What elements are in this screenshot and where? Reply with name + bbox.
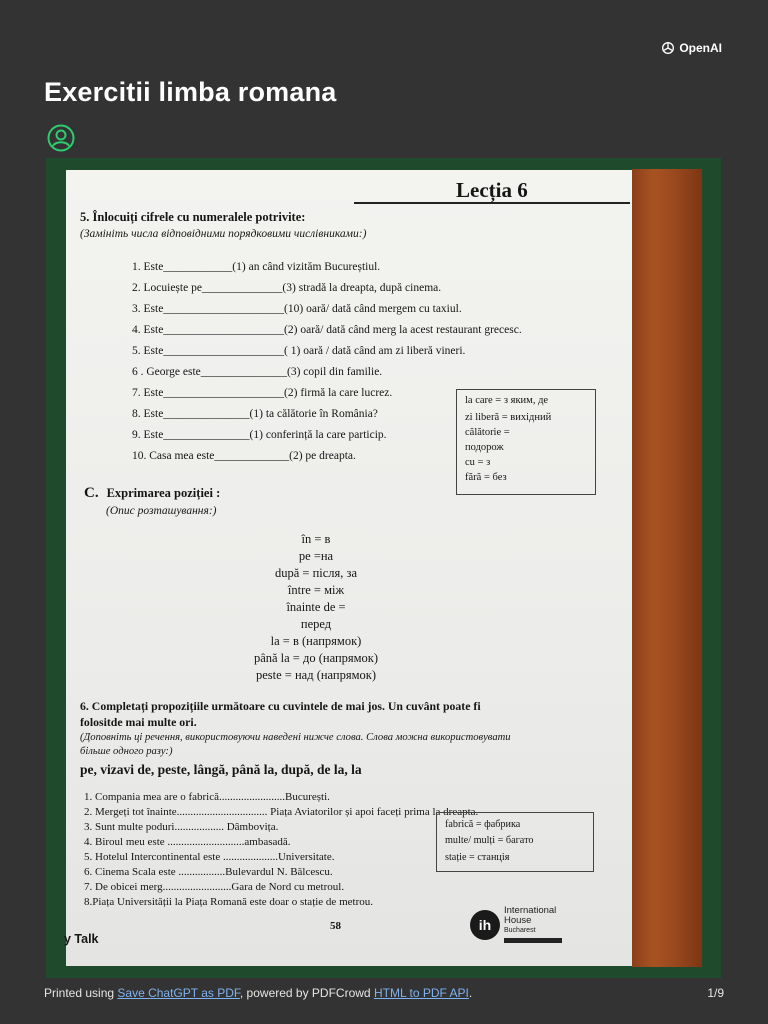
ex6-word-bank: pe, vizavi de, peste, lângă, până la, după, de la, la <box>80 762 362 777</box>
page-title: Exercitii limba romana <box>44 77 337 107</box>
vocab-line: multe/ mulți = багато <box>445 835 534 846</box>
page-counter: 1/9 <box>707 986 724 1000</box>
save-chatgpt-pdf-link[interactable]: Save ChatGPT as PDF <box>117 986 240 1000</box>
corner-text: y Talk <box>64 932 99 946</box>
ex5-item: 8. Este_______________(1) ta călătorie în România? <box>132 408 378 420</box>
vocab-line: călătorie = <box>465 427 510 438</box>
document-photo <box>46 158 721 978</box>
ex5-item: 10. Casa mea este_____________(2) pe dreapta. <box>132 450 356 462</box>
openai-logo <box>660 40 722 56</box>
ex5-item: 3. Este_____________________(10) oară/ dată când mergem cu taxiul. <box>132 303 462 315</box>
vocab-box-1 <box>456 389 596 495</box>
section-c-title: Exprimarea poziției : <box>106 486 221 500</box>
position-term: la = в (напрямок) <box>270 634 362 648</box>
ex5-item: 5. Este_____________________( 1) oară / dată când am zi liberă vineri. <box>132 345 466 357</box>
vocab-line: la care = з яким, де <box>465 395 549 406</box>
brand-name: OpenAI <box>679 41 722 55</box>
position-term: între = між <box>287 583 345 597</box>
ex5-item: 4. Este_____________________(2) oară/ dată când merg la acest restaurant grecesc. <box>132 324 522 336</box>
ex5-item: 2. Locuiește pe______________(3) stradă la dreapta, după cinema. <box>132 282 442 294</box>
ih-logo-text <box>504 906 562 943</box>
ex6-item: 8.Piața Universității la Piața Romană este doar o stație de metrou. <box>84 896 373 908</box>
ex5-heading: 5. Înlocuiți cifrele cu numeralele potrivite: <box>80 210 306 224</box>
vocab-line: подорож <box>465 442 504 453</box>
ex6-item: 3. Sunt multe poduri.................. Dâmbovița. <box>84 821 279 833</box>
position-term: pe =на <box>298 549 334 563</box>
ex5-item: 9. Este_______________(1) conferință la care particip. <box>132 429 387 441</box>
vocab-box-2 <box>436 812 594 872</box>
ih-logo-line: Bucharest <box>504 927 536 934</box>
title-rule <box>354 202 630 204</box>
section-c-heading <box>84 484 220 502</box>
page-number: 58 <box>330 920 341 932</box>
print-footer <box>44 986 724 1000</box>
position-term: în = в <box>301 532 331 546</box>
position-term: peste = над (напрямок) <box>255 668 377 682</box>
ih-logo-line: House <box>504 915 532 926</box>
section-c-letter: C. <box>84 485 99 501</box>
ih-logo-mark: ih <box>470 910 500 940</box>
footer-prefix: Printed using <box>44 986 118 1000</box>
ex5-item: 7. Este_____________________(2) firmă la care lucrez. <box>132 387 393 399</box>
ih-logo-line: International <box>504 905 557 916</box>
ex5-item: 6 . George este_______________(3) copil din familie. <box>132 366 383 378</box>
vocab-line: cu = з <box>465 457 491 468</box>
position-term: înainte de = <box>286 600 346 614</box>
ex6-subheading-cont: більше одного разу:) <box>80 746 173 757</box>
footer-suffix: . <box>468 986 473 1000</box>
vocab-line: stație = станція <box>445 852 510 863</box>
ex6-item: 6. Cinema Scala este .................Bulevardul N. Bălcescu. <box>84 866 333 878</box>
worksheet-page <box>66 170 632 966</box>
ih-logo-strip <box>504 938 562 943</box>
ex6-item: 5. Hotelul Intercontinental este ....................Universitate. <box>84 851 335 863</box>
ex6-item: 7. De obicei merg.........................Gara de Nord cu metroul. <box>84 881 345 893</box>
ex6-heading: 6. Completați propozițiile următoare cu cuvintele de mai jos. Un cuvânt poate fi <box>80 699 481 713</box>
footer-middle: , powered by PDFCrowd <box>239 986 374 1000</box>
ex5-item: 1. Este____________(1) an când vizităm Bucureștiul. <box>132 261 381 273</box>
html-to-pdf-api-link[interactable]: HTML to PDF API <box>373 986 469 1000</box>
position-term: după = після, за <box>274 566 358 580</box>
vocab-line: zi liberă = вихідний <box>465 412 552 423</box>
lesson-title: Lecția 6 <box>456 178 528 202</box>
ex6-item: 1. Compania mea are o fabrică........................București. <box>84 791 330 803</box>
ex6-item: 4. Biroul meu este ............................ambasadă. <box>84 836 291 848</box>
user-avatar-icon <box>47 124 75 152</box>
ex6-item: 2. Mergeți tot înainte................................. Piața Aviatorilor și apoi faceți prima la dreapta. <box>84 806 479 818</box>
international-house-logo <box>470 906 562 943</box>
ex6-subheading: (Доповніть ці речення, використовуючи наведені нижче слова. Слова можна використовувати <box>80 732 511 743</box>
ex6-heading-cont: folositde mai multe ori. <box>80 715 197 729</box>
openai-icon <box>660 40 676 56</box>
section-c-subheading: (Опис розташування:) <box>106 505 217 517</box>
vocab-line: fabrică = фабрика <box>445 819 521 830</box>
position-term: până la = до (напрямок) <box>253 651 379 665</box>
position-term: перед <box>300 617 332 631</box>
ex5-subheading: (Замініть числа відповідними порядковими числівниками:) <box>80 228 367 240</box>
vocab-line: fără = без <box>465 472 507 483</box>
wood-background <box>632 169 702 967</box>
